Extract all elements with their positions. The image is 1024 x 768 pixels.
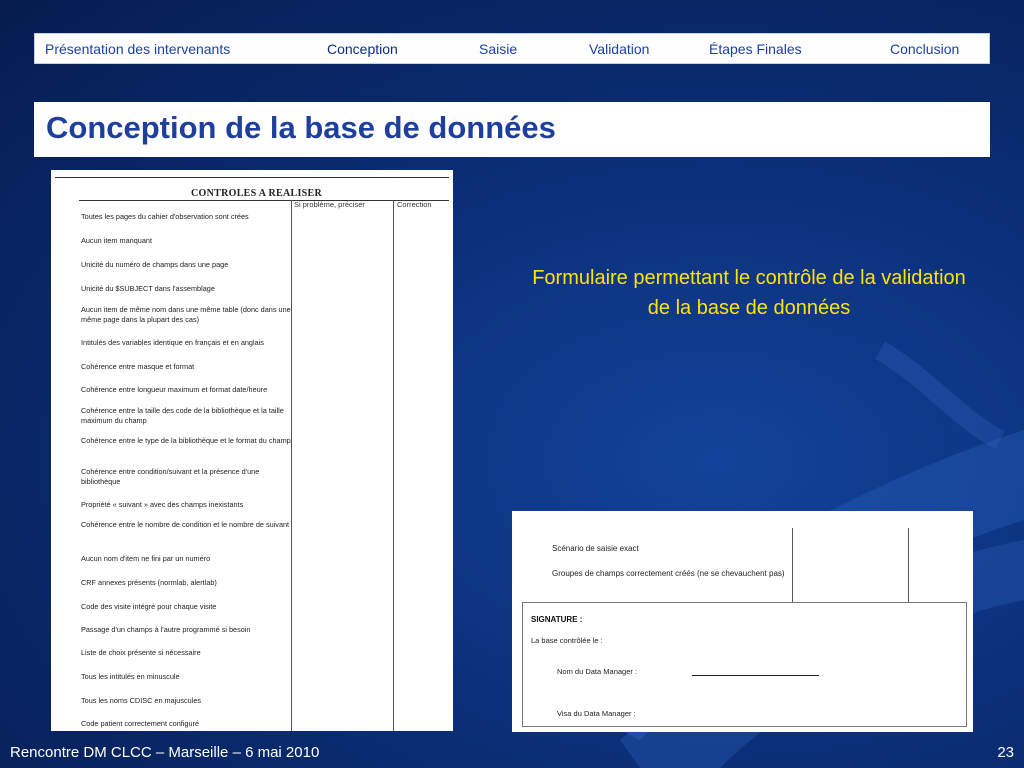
title-box: [34, 102, 990, 157]
manager-name-line: [692, 675, 819, 676]
form-row: Tous les noms CDISC en majuscules: [81, 696, 202, 705]
form-row: CRF annexes présents (normlab, alertlab): [81, 578, 217, 587]
form-row: Liste de choix présente si nécessaire: [81, 648, 201, 657]
form-column-divider: [792, 528, 793, 603]
signature-form-image: [512, 511, 973, 732]
form-row: Aucun item manquant: [81, 236, 152, 245]
form-row: Propriété « suivant » avec des champs inexistants: [81, 500, 244, 509]
page-number: 23: [997, 744, 1014, 761]
form-row: Cohérence entre la taille des code de la bibliothèque et la taille maximum du champ: [81, 406, 284, 425]
form-row: Intitulés des variables identique en français et en anglais: [81, 338, 264, 347]
form-row: Groupes de champs correctement créés (ne se chevauchent pas): [552, 569, 785, 578]
form-row: Cohérence entre condition/suivant et la présence d'une bibliothèque: [81, 467, 260, 486]
form-row: Cohérence entre le type de la bibliothèque et le format du champ: [81, 436, 291, 445]
form-column-problem: Si problème, préciser: [294, 200, 365, 209]
form-column-correction: Correction: [397, 200, 432, 209]
footer-event: Rencontre DM CLCC – Marseille – 6 mai 2010: [10, 744, 320, 761]
top-navigation: [34, 33, 990, 64]
nav-item-conclusion[interactable]: Conclusion: [890, 41, 960, 57]
form-row: Unicité du numéro de champs dans une page: [81, 260, 229, 269]
nav-item-presentation[interactable]: Présentation des intervenants: [45, 41, 231, 57]
form-row: Toutes les pages du cahier d'observation sont crées: [81, 212, 249, 221]
nav-item-etapes-finales[interactable]: Étapes Finales: [709, 41, 802, 57]
form-row: Unicité du $SUBJECT dans l'assemblage: [81, 284, 215, 293]
form-row: Code patient correctement configuré: [81, 719, 200, 728]
form-column-divider: [908, 528, 909, 603]
form-column-divider: [291, 200, 292, 731]
form-row: Aucun item de même nom dans une même table (donc dans une même page dans la plupart des cas): [81, 305, 291, 324]
form-row: Scénario de saisie exact: [552, 544, 639, 553]
form-row: Passage d'un champs à l'autre programmé si besoin: [81, 625, 251, 634]
slide-title: Conception de la base de données: [46, 110, 556, 145]
form-row: Aucun nom d'item ne fini par un numéro: [81, 554, 211, 563]
nav-item-conception[interactable]: Conception: [327, 41, 398, 57]
form-row: Cohérence entre masque et format: [81, 362, 195, 371]
signature-title: SIGNATURE :: [531, 615, 583, 624]
form-top-rule: [55, 177, 449, 178]
form-row: Cohérence entre longueur maximum et format date/heure: [81, 385, 268, 394]
manager-name-label: Nom du Data Manager :: [557, 667, 638, 676]
slide-caption: Formulaire permettant le contrôle de la validation de la base de données: [532, 267, 966, 319]
checked-date-label: La base contrôlée le :: [531, 636, 603, 645]
signature-box: [522, 602, 967, 727]
form-column-divider: [393, 200, 394, 731]
nav-item-validation[interactable]: Validation: [589, 41, 650, 57]
control-form-image: [51, 170, 453, 731]
manager-visa-label: Visa du Data Manager :: [557, 709, 636, 718]
form-row: Cohérence entre le nombre de condition et le nombre de suivant: [81, 520, 290, 529]
form-heading: CONTROLES A REALISER: [191, 188, 323, 199]
nav-item-saisie[interactable]: Saisie: [479, 41, 518, 57]
form-row: Tous les intitulés en minuscule: [81, 672, 180, 681]
form-row: Code des visite intégré pour chaque visite: [81, 602, 217, 611]
